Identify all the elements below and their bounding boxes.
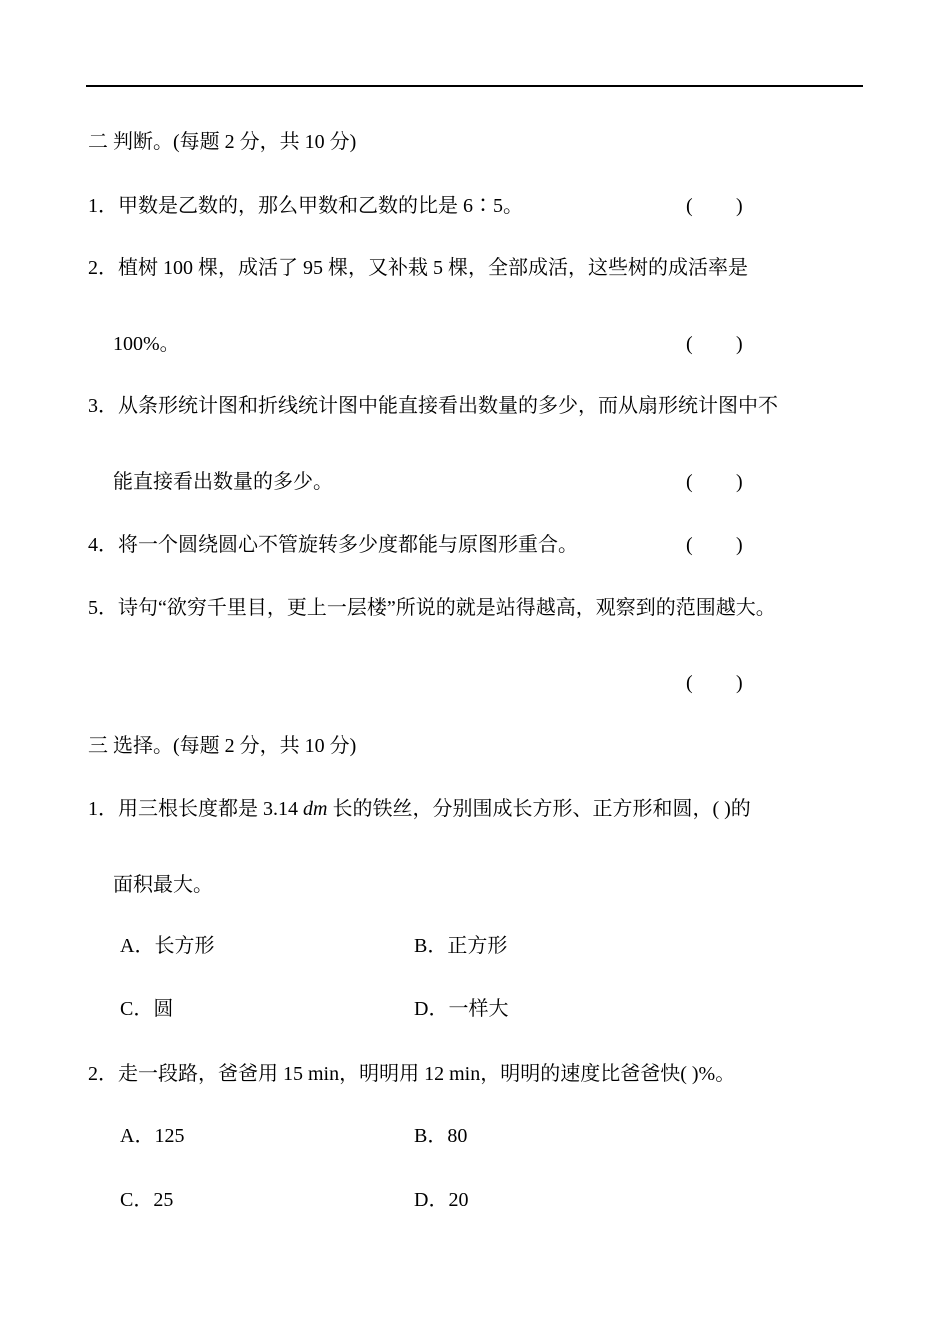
judgement-question-4: 4．将一个圆绕圆心不管旋转多少度都能与原图形重合。 [88, 534, 578, 556]
choice-question-2: 2．走一段路，爸爸用 15 min，明明用 12 min，明明的速度比爸爸快( )%。 [88, 1063, 736, 1085]
judgement-question-3-cont: 能直接看出数量的多少。 [113, 471, 333, 493]
top-rule [86, 85, 863, 87]
choice-question-1-text-after: 长的铁丝，分别围成长方形、正方形和圆，( )的 [327, 798, 751, 820]
judgement-question-5: 5．诗句“欲穷千里目，更上一层楼”所说的就是站得越高，观察到的范围越大。 [88, 597, 776, 619]
option-1a[interactable]: A．长方形 [120, 935, 215, 957]
option-2c[interactable]: C．25 [120, 1189, 174, 1211]
option-1d[interactable]: D．一样大 [414, 998, 509, 1020]
judgement-question-1: 1．甲数是乙数的，那么甲数和乙数的比是 6∶5。 [88, 195, 523, 217]
option-1c[interactable]: C．圆 [120, 998, 174, 1020]
judgement-question-3: 3．从条形统计图和折线统计图中能直接看出数量的多少，而从扇形统计图中不 [88, 395, 778, 417]
option-1b[interactable]: B．正方形 [414, 935, 508, 957]
option-2b[interactable]: B．80 [414, 1125, 468, 1147]
judgement-question-2: 2．植树 100 棵，成活了 95 棵，又补栽 5 棵，全部成活，这些树的成活率是 [88, 257, 748, 279]
judgement-question-2-cont: 100%。 [113, 333, 180, 355]
choice-question-1-cont: 面积最大。 [113, 874, 213, 896]
section-heading-choice: 三 选择。(每题 2 分，共 10 分) [88, 735, 357, 757]
section-heading-judgement: 二 判断。(每题 2 分，共 10 分) [88, 131, 357, 153]
option-2a[interactable]: A．125 [120, 1125, 185, 1147]
option-2d[interactable]: D．20 [414, 1189, 469, 1211]
choice-question-1 [88, 797, 751, 821]
unit-dm: dm [303, 798, 328, 820]
choice-question-1-text: 1．用三根长度都是 3.14 [88, 798, 303, 820]
